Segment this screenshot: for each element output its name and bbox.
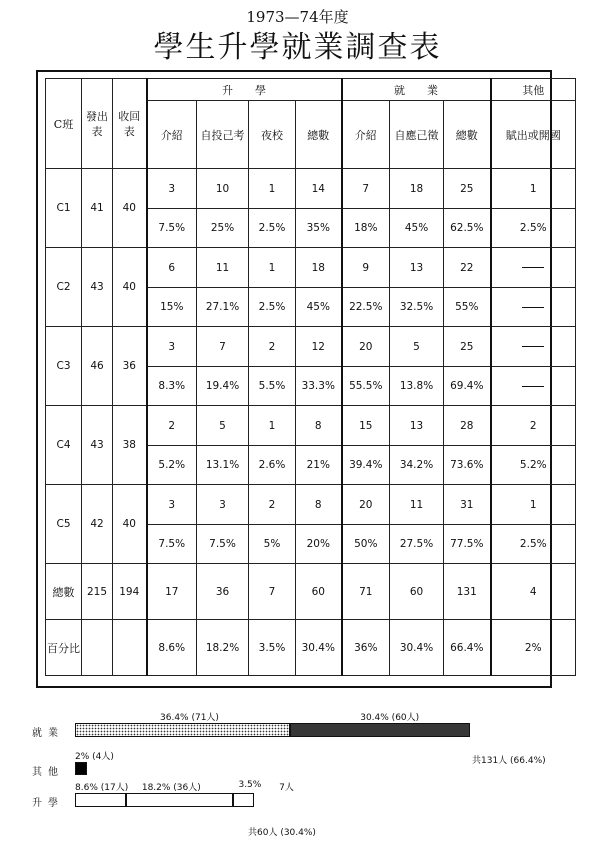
percent-cell: 27.5% (390, 525, 444, 564)
class-returned: 40 (113, 248, 147, 327)
total-label: 總數 (46, 564, 82, 620)
count-cell: 13 (390, 406, 444, 446)
count-cell: 18 (296, 248, 342, 288)
chart-segment-label: 2% (4人) (75, 752, 114, 762)
class-returned: 40 (113, 485, 147, 564)
percent-cell: 15% (147, 288, 197, 327)
percent-cell: 5.2% (147, 446, 197, 485)
percent-cell: 73.6% (444, 446, 491, 485)
percent-cell: 55.5% (342, 367, 390, 406)
chart-segment-label: 3.5% (238, 780, 262, 790)
count-cell: 7 (197, 327, 249, 367)
group-study-header: 升 學 (147, 79, 342, 101)
class-name: C1 (46, 169, 82, 248)
percent-cell: 19.4% (197, 367, 249, 406)
percent-cell: 50% (342, 525, 390, 564)
percent-cell: 66.4% (444, 620, 491, 676)
chart-bar-other (75, 762, 87, 775)
percent-cell: 30.4% (296, 620, 342, 676)
count-cell: 8 (296, 406, 342, 446)
count-cell: 1 (249, 406, 296, 446)
col-sent-header: 發出表 (82, 79, 113, 169)
total-cell: 4 (491, 564, 576, 620)
percent-cell: 13.1% (197, 446, 249, 485)
count-cell: 3 (147, 169, 197, 209)
percent-cell: 7.5% (197, 525, 249, 564)
class-sent: 43 (82, 248, 113, 327)
sub-work-intro: 介紹 (342, 101, 390, 169)
count-cell: 20 (342, 327, 390, 367)
percent-cell: 34.2% (390, 446, 444, 485)
col-class-header: C班 (46, 79, 82, 169)
chart-total-label: 共60人 (30.4%) (248, 828, 316, 838)
report-title: 學生升學就業調查表 (153, 30, 442, 65)
percent-label: 百分比 (46, 620, 82, 676)
count-cell: 8 (296, 485, 342, 525)
total-cell: 17 (147, 564, 197, 620)
percent-cell: 22.5% (342, 288, 390, 327)
count-cell: 9 (342, 248, 390, 288)
percent-cell: 5.2% (491, 446, 576, 485)
chart-segment-label: 30.4% (60人) (360, 713, 420, 723)
class-returned: 36 (113, 327, 147, 406)
count-cell: 14 (296, 169, 342, 209)
sub-study-self: 自投己考 (197, 101, 249, 169)
percent-cell: 27.1% (197, 288, 249, 327)
percent-cell: 2% (491, 620, 576, 676)
chart-bar-work (75, 723, 290, 737)
count-cell: 22 (444, 248, 491, 288)
count-cell: 11 (197, 248, 249, 288)
chart-total-label: 共131人 (66.4%) (472, 756, 546, 766)
count-cell: 20 (342, 485, 390, 525)
sub-other: 賦出或開國 (491, 101, 576, 169)
count-cell: 15 (342, 406, 390, 446)
percent-cell: 45% (390, 209, 444, 248)
percent-cell: 5.5% (249, 367, 296, 406)
percent-cell: 8.3% (147, 367, 197, 406)
percent-cell: 25% (197, 209, 249, 248)
chart-segment-label: 7人 (279, 783, 294, 793)
percent-cell: 18% (342, 209, 390, 248)
count-cell: 1 (491, 169, 576, 209)
percent-cell: 8.6% (147, 620, 197, 676)
count-cell: 18 (390, 169, 444, 209)
percent-cell: 32.5% (390, 288, 444, 327)
sub-study-night: 夜校 (249, 101, 296, 169)
percent-cell: 69.4% (444, 367, 491, 406)
total-sent: 215 (82, 564, 113, 620)
chart-bar-study (75, 793, 126, 807)
percent-cell: 35% (296, 209, 342, 248)
chart-row-label-work: 就業 (32, 728, 64, 739)
count-cell: 2 (491, 406, 576, 446)
percent-cell: 20% (296, 525, 342, 564)
total-cell: 60 (390, 564, 444, 620)
count-cell: 13 (390, 248, 444, 288)
percent-cell: 13.8% (390, 367, 444, 406)
chart-bar-work (290, 723, 470, 737)
count-cell: 2 (249, 485, 296, 525)
total-cell: 60 (296, 564, 342, 620)
percent-cell: 62.5% (444, 209, 491, 248)
class-sent: 41 (82, 169, 113, 248)
percent-cell: 2.5% (491, 525, 576, 564)
count-cell: 5 (390, 327, 444, 367)
percent-cell: 77.5% (444, 525, 491, 564)
report-year: 1973—74年度 (246, 8, 349, 26)
count-cell: 2 (147, 406, 197, 446)
count-cell: 31 (444, 485, 491, 525)
sub-study-total: 總數 (296, 101, 342, 169)
chart-bar-study (233, 793, 254, 807)
percent-cell: 5% (249, 525, 296, 564)
class-sent: 46 (82, 327, 113, 406)
sub-study-intro: 介紹 (147, 101, 197, 169)
percent-cell: 55% (444, 288, 491, 327)
class-name: C3 (46, 327, 82, 406)
percent-cell: 2.5% (491, 209, 576, 248)
chart-bar-study (126, 793, 234, 807)
count-cell: 7 (342, 169, 390, 209)
count-cell: 1 (249, 169, 296, 209)
count-cell: 28 (444, 406, 491, 446)
sub-work-total: 總數 (444, 101, 491, 169)
class-sent: 42 (82, 485, 113, 564)
count-cell: 2 (249, 327, 296, 367)
count-cell: 3 (147, 485, 197, 525)
class-returned: 40 (113, 169, 147, 248)
count-cell: 10 (197, 169, 249, 209)
total-cell: 36 (197, 564, 249, 620)
total-cell: 7 (249, 564, 296, 620)
percent-cell: 30.4% (390, 620, 444, 676)
percent-cell: 36% (342, 620, 390, 676)
percent-cell: 7.5% (147, 209, 197, 248)
count-cell: 3 (197, 485, 249, 525)
percent-cell: 7.5% (147, 525, 197, 564)
percent-cell: 3.5% (249, 620, 296, 676)
percent-cell: 39.4% (342, 446, 390, 485)
count-cell: 12 (296, 327, 342, 367)
chart-segment-label: 36.4% (71人) (160, 713, 219, 723)
class-name: C2 (46, 248, 82, 327)
percent-cell: 2.5% (249, 288, 296, 327)
chart-segment-label: 8.6% (17人) (75, 783, 129, 793)
chart-row-label-other: 其他 (32, 767, 64, 778)
count-cell: 1 (249, 248, 296, 288)
percent-cell: 18.2% (197, 620, 249, 676)
class-sent: 43 (82, 406, 113, 485)
chart-row-label-study: 升學 (32, 798, 64, 809)
count-cell: 5 (197, 406, 249, 446)
col-returned-header: 收回表 (113, 79, 147, 169)
percent-cell: 2.6% (249, 446, 296, 485)
count-cell: 11 (390, 485, 444, 525)
class-returned: 38 (113, 406, 147, 485)
total-cell: 71 (342, 564, 390, 620)
chart-segment-label: 18.2% (36人) (141, 783, 201, 793)
count-cell: 3 (147, 327, 197, 367)
class-name: C4 (46, 406, 82, 485)
count-cell: 1 (491, 485, 576, 525)
count-cell: 25 (444, 327, 491, 367)
class-name: C5 (46, 485, 82, 564)
percent-cell: 45% (296, 288, 342, 327)
count-cell: 25 (444, 169, 491, 209)
total-cell: 131 (444, 564, 491, 620)
total-returned: 194 (113, 564, 147, 620)
percent-cell: 33.3% (296, 367, 342, 406)
percent-cell: 21% (296, 446, 342, 485)
count-cell: 6 (147, 248, 197, 288)
sub-work-self: 自應己徵 (390, 101, 444, 169)
percent-cell: 2.5% (249, 209, 296, 248)
group-work-header: 就 業 (342, 79, 491, 101)
group-other-header: 其他 (491, 79, 576, 101)
